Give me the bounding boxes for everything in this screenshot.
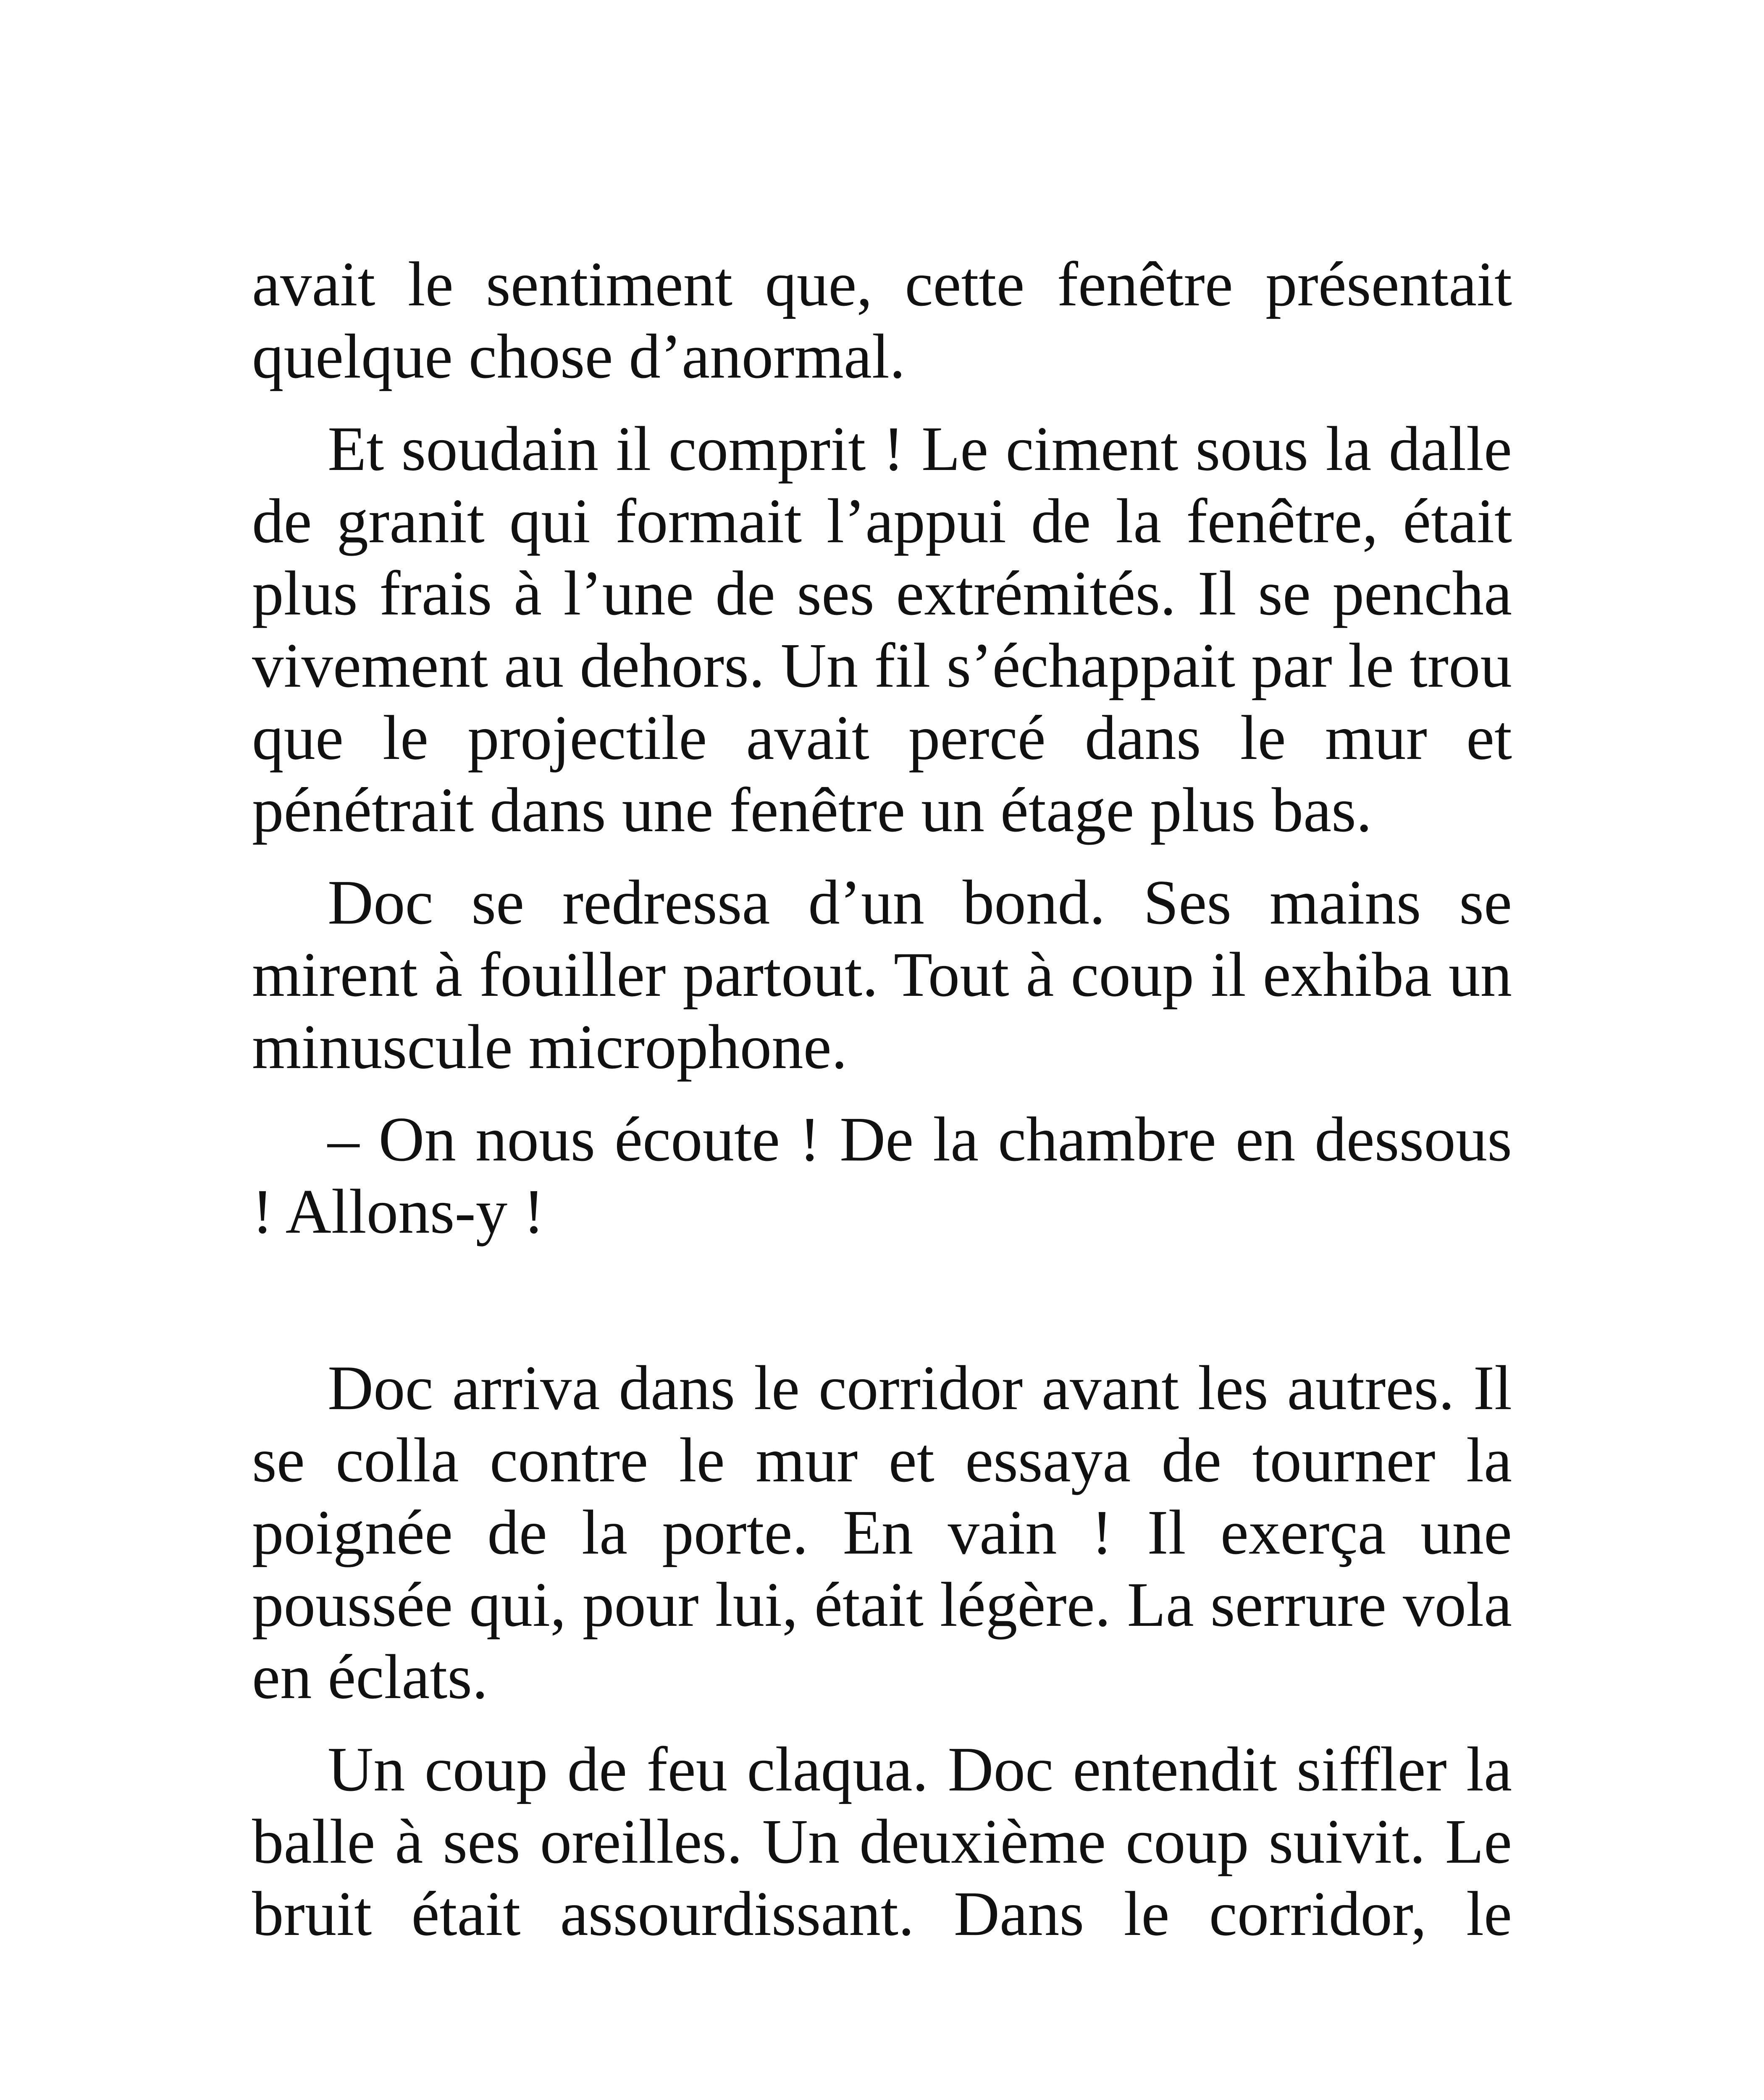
paragraph-continued: avait le sentiment que, cette fenêtre présentait quelque chose d’anormal. [252,249,1512,391]
paragraph: Doc arriva dans le corridor avant les autres. Il se colla contre le mur et essaya de tourner la poignée de la porte. En vain ! Il exerça une poussée qui, pour lui, était légère. La serrure vola en éclats. [252,1352,1512,1712]
dialogue-paragraph: – On nous écoute ! De la chambre en dessous ! Allons-y ! [252,1104,1512,1247]
body-text [252,248,1512,1970]
paragraph: Un coup de feu claqua. Doc entendit siffler la balle à ses oreilles. Un deuxième coup suivit. Le bruit était assourdissant. Dans le corridor, le [252,1734,1512,1949]
paragraph: Doc se redressa d’un bond. Ses mains se mirent à fouiller partout. Tout à coup il exhiba un minuscule microphone. [252,867,1512,1082]
scene-break [252,1268,1512,1352]
paragraph: Et soudain il comprit ! Le ciment sous la dalle de granit qui formait l’appui de la fenêtre, était plus frais à l’une de ses extrémités. Il se pencha vivement au dehors. Un fil s’échappait par le trou que le projectile avait percé dans le mur et pénétrait dans une fenêtre un étage plus bas. [252,413,1512,845]
